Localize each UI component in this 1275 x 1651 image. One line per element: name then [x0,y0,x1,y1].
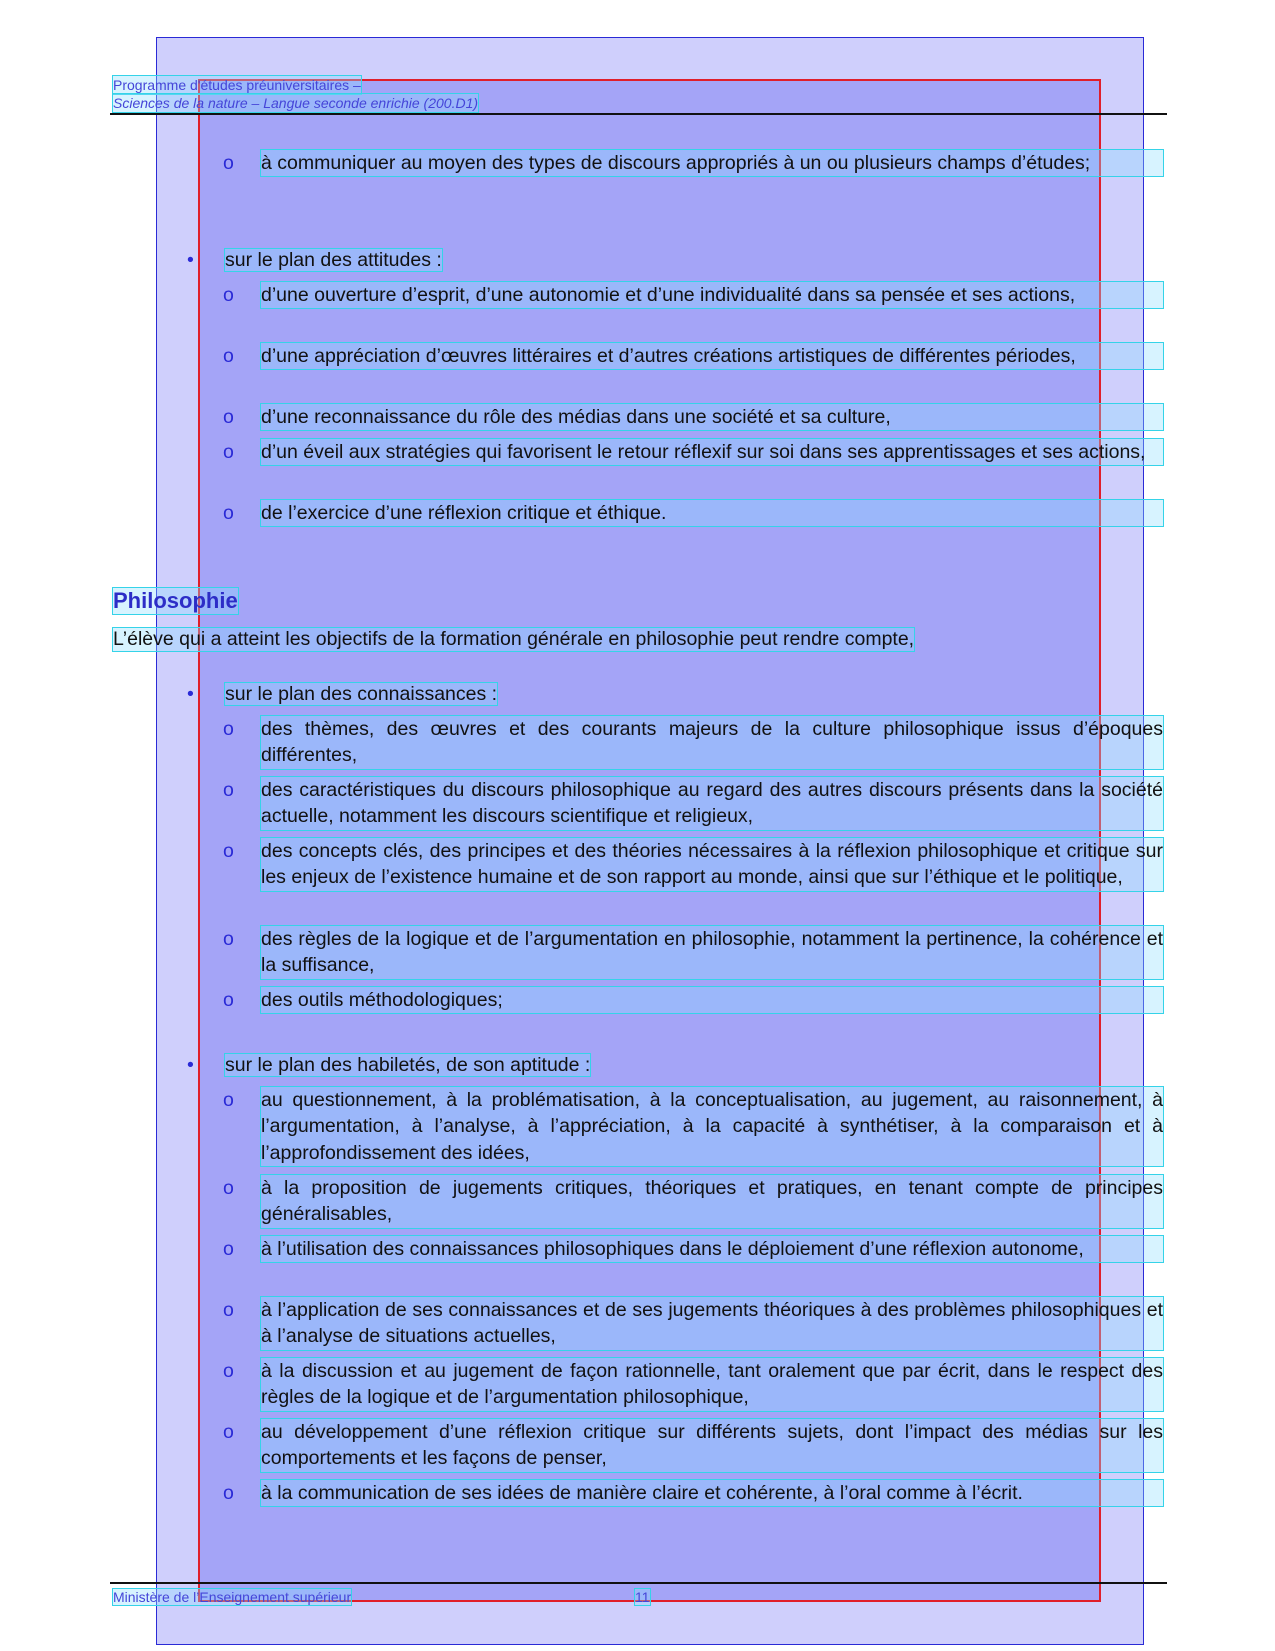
list-item [223,1236,1163,1262]
list-item [223,777,1163,830]
list-item-text: à l’application de ses connaissances et de ses jugements théoriques à des problèmes philosophiques et à l’analyse de situations actuelles, [261,1297,1163,1350]
circle-bullet-icon: o [223,1299,234,1321]
section-bullet-attitudes [187,247,1087,273]
circle-bullet-icon: o [223,406,234,428]
list-item [223,926,1163,979]
circle-bullet-icon: o [223,441,234,463]
circle-bullet-icon: o [223,1238,234,1260]
list-item-text: de l’exercice d’une réflexion critique et éthique. [261,500,1163,526]
page-number: 11 [635,1589,650,1605]
list-item-text: d’une appréciation d’œuvres littéraires et d’autres créations artistiques de différentes périodes, [261,343,1163,369]
header-line-1: Programme d'études préuniversitaires – [113,77,361,93]
bullet-icon: • [187,683,194,705]
circle-bullet-icon: o [223,345,234,367]
section-heading: Philosophie [113,588,238,613]
bullet-label: sur le plan des attitudes : [225,249,442,271]
list-item [223,1419,1163,1472]
list-item-text: à la proposition de jugements critiques, théoriques et pratiques, en tenant compte de principes généralisables, [261,1175,1163,1228]
bullet-icon: • [187,249,194,271]
list-item-text: d’une ouverture d’esprit, d’une autonomie et d’une individualité dans sa pensée et ses actions, [261,282,1163,308]
circle-bullet-icon: o [223,718,234,740]
header-rule [110,113,1167,115]
list-item-text: à communiquer au moyen des types de discours appropriés à un ou plusieurs champs d’études; [261,150,1163,176]
list-item [223,838,1163,891]
list-item [223,1175,1163,1228]
list-item-text: des thèmes, des œuvres et des courants majeurs de la culture philosophique issus d’époques différentes, [261,716,1163,769]
list-item-text: à la discussion et au jugement de façon rationnelle, tant oralement que par écrit, dans le respect des règles de la logique et de l’argumentation philosophique, [261,1358,1163,1411]
footer-rule [110,1582,1167,1584]
circle-bullet-icon: o [223,1089,234,1111]
section-bullet-habiletes [187,1052,1087,1078]
list-item [223,282,1163,308]
list-item [223,500,1163,526]
circle-bullet-icon: o [223,284,234,306]
list-item [223,439,1163,465]
circle-bullet-icon: o [223,840,234,862]
list-item [223,150,1163,176]
list-item-text: d’un éveil aux stratégies qui favorisent le retour réflexif sur soi dans ses apprentissages et ses actions, [261,439,1163,465]
circle-bullet-icon: o [223,1360,234,1382]
section-bullet-connaissances [187,681,1087,707]
page-footer [113,1589,653,1605]
list-item-text: au développement d’une réflexion critique sur différents sujets, dont l’impact des médias sur les comportements et les façons de penser, [261,1419,1163,1472]
list-item [223,343,1163,369]
circle-bullet-icon: o [223,1177,234,1199]
list-item-text: à la communication de ses idées de manière claire et cohérente, à l’oral comme à l’écrit. [261,1480,1163,1506]
circle-bullet-icon: o [223,928,234,950]
list-item [223,1358,1163,1411]
bullet-label: sur le plan des habiletés, de son aptitude : [225,1054,591,1076]
list-item-text: des concepts clés, des principes et des théories nécessaires à la réflexion philosophique et critique sur les enjeux de l’existence humaine et de son rapport au monde, ainsi que sur l’éthique et le politique, [261,838,1163,891]
section-intro: L’élève qui a atteint les objectifs de la formation générale en philosophie peut rendre compte, [113,628,915,650]
list-item-text: d’une reconnaissance du rôle des médias dans une société et sa culture, [261,404,1163,430]
circle-bullet-icon: o [223,1482,234,1504]
list-item [223,1297,1163,1350]
header-line-2: Sciences de la nature – Langue seconde enrichie (200.D1) [113,95,479,111]
list-item [223,716,1163,769]
list-item-text: des outils méthodologiques; [261,987,1163,1013]
list-item [223,987,1163,1013]
footer-text: Ministère de l’Enseignement supérieur [113,1589,352,1605]
list-item-text: à l’utilisation des connaissances philosophiques dans le déploiement d’une réflexion autonome, [261,1236,1163,1262]
circle-bullet-icon: o [223,152,234,174]
list-item-text: des règles de la logique et de l’argumentation en philosophie, notamment la pertinence, la cohérence et la suffisance, [261,926,1163,979]
circle-bullet-icon: o [223,779,234,801]
list-item [223,404,1163,430]
list-item-text: au questionnement, à la problématisation, à la conceptualisation, au jugement, au raisonnement, à l’argumentation, à l’analyse, à l’appréciation, à la capacité à synthétiser, à la comparaison et à l’approfondissement des idées, [261,1087,1163,1166]
circle-bullet-icon: o [223,989,234,1011]
bullet-icon: • [187,1054,194,1076]
bullet-label: sur le plan des connaissances : [225,683,498,705]
circle-bullet-icon: o [223,1421,234,1443]
list-item-text: des caractéristiques du discours philosophique au regard des autres discours présents dans la société actuelle, notamment les discours scientifique et religieux, [261,777,1163,830]
list-item [223,1480,1163,1506]
list-item [223,1087,1163,1166]
page-header [113,76,478,112]
circle-bullet-icon: o [223,502,234,524]
